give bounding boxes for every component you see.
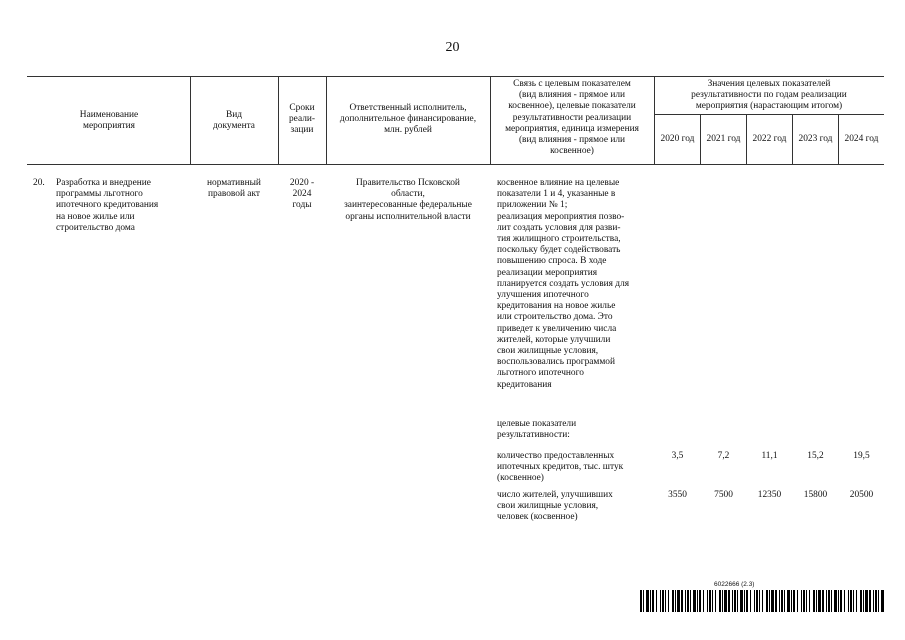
indicator-value: 15,2 <box>807 451 824 461</box>
indicator-value: 3,5 <box>671 451 684 461</box>
table-top-line <box>27 76 884 77</box>
row-number: 20. <box>33 178 45 188</box>
indicator-value: 3550 <box>668 490 687 500</box>
col-divider <box>190 76 191 164</box>
header-terms: Сроки реали- зации <box>288 103 316 136</box>
indicator-label-residents: число жителей, улучшивших свои жилищные условия, человек (косвенное) <box>497 490 613 523</box>
indicator-value: 11,1 <box>761 451 778 461</box>
indicator-value: 7500 <box>714 490 733 500</box>
header-year-2024: 2024 год <box>844 134 879 144</box>
header-year-2023: 2023 год <box>798 134 833 144</box>
header-doc-type: Вид документа <box>213 110 255 132</box>
indicator-label-credits: количество предоставленных ипотечных кредитов, тыс. штук (косвенное) <box>497 451 624 484</box>
barcode-label: 6022666 (2.3) <box>714 581 755 588</box>
row-terms: 2020 - 2024 годы <box>289 178 315 211</box>
col-divider <box>654 76 655 164</box>
indicator-value: 12350 <box>757 490 782 500</box>
col-divider <box>490 76 491 164</box>
indicator-value: 20500 <box>849 490 874 500</box>
header-year-2022: 2022 год <box>752 134 787 144</box>
row-executor: Правительство Псковской области, заинтересованные федеральные органы исполнительной власти <box>344 178 472 222</box>
col-divider <box>278 76 279 164</box>
indicators-title: целевые показатели результативности: <box>497 419 577 441</box>
header-executor: Ответственный исполнитель, дополнительное финансирование, млн. рублей <box>339 103 477 136</box>
year-subheader-line <box>654 114 884 115</box>
page-number: 20 <box>445 40 460 55</box>
indicator-value: 7,2 <box>717 451 730 461</box>
header-year-2020: 2020 год <box>660 134 695 144</box>
header-values-group: Значения целевых показателей результативности по годам реализации мероприятия (нарастающим итогом) <box>691 79 847 112</box>
header-name: Наименование мероприятия <box>79 110 139 132</box>
header-year-2021: 2021 год <box>706 134 741 144</box>
indicator-value: 19,5 <box>853 451 870 461</box>
header-link: Связь с целевым показателем (вид влияния - прямое или косвенное), целевые показатели результативности реализации мероприятия, единица измерения (вид влияния - прямое или косвенное) <box>505 79 639 157</box>
row-name: Разработка и внедрение программы льготного ипотечного кредитования на новое жилье или строительство дома <box>56 178 159 233</box>
row-doc-type: нормативный правовой акт <box>207 178 261 200</box>
barcode-icon <box>640 590 884 612</box>
row-link-text: косвенное влияние на целевые показатели 1 и 4, указанные в приложении № 1; реализация мероприятия позво- лит создать условия для разви- тия жилищного строительства, поскольку будет содействовать повышению спроса. В ходе реализации мероприятия планируется создать условия для улучшения ипотечного кредитования на новое жилье или строительство дома. Это приведет к увеличению числа жителей, которые улучшили свои жилищные условия, воспользовались программой льготного ипотечного кредитования <box>497 178 630 390</box>
col-divider <box>326 76 327 164</box>
indicator-value: 15800 <box>803 490 828 500</box>
table-header-bottom-line <box>27 164 884 165</box>
